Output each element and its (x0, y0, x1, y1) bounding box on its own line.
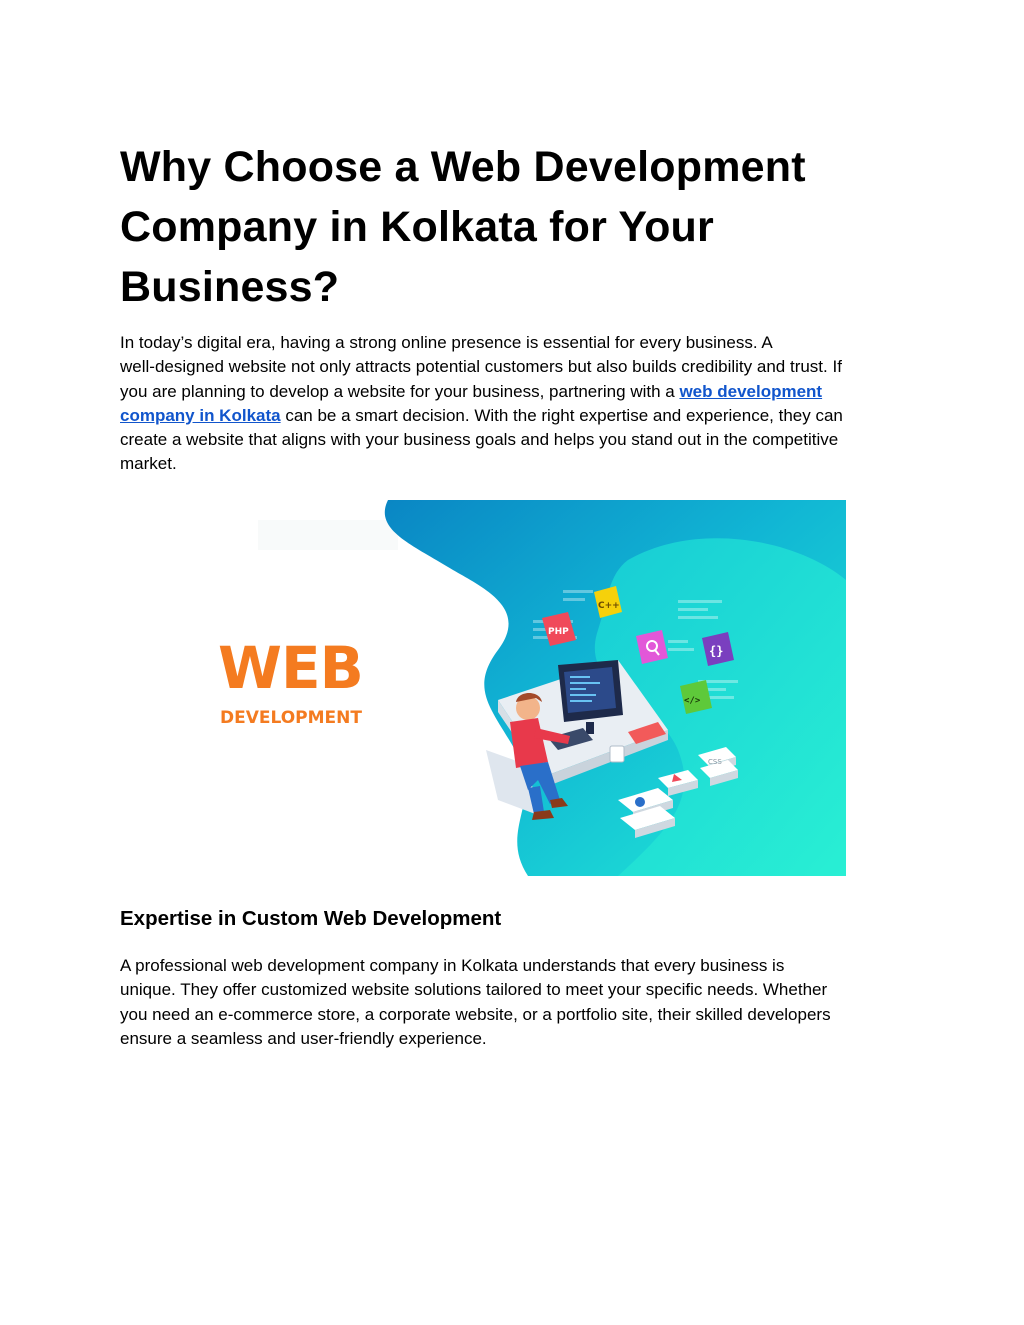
svg-text:C++: C++ (598, 601, 620, 611)
intro-line-6: market. (120, 454, 177, 474)
intro-line-3 (120, 380, 920, 404)
svg-text:</>: </> (684, 696, 701, 706)
intro-line-4 (120, 404, 920, 428)
web-development-illustration (198, 500, 846, 876)
page-title (120, 137, 910, 317)
section-line-1: A professional web development company in Kolkata understands that every business is (120, 956, 785, 975)
title-line-1: Why Choose a Web Development (120, 143, 806, 191)
mug (610, 746, 624, 762)
development-logo-text: DEVELOPMENT (220, 708, 362, 728)
section-line-2: unique. They offer customized website solutions tailored to meet your specific needs. Whether (120, 980, 828, 1000)
intro-line-2: well-designed website not only attracts potential customers but also builds credibility and trust. If (120, 357, 842, 377)
intro-line-4-text: can be a smart decision. With the right expertise and experience, they can (280, 405, 843, 425)
section-paragraph (120, 954, 920, 1051)
svg-text:CSS: CSS (708, 758, 722, 766)
intro-line-5: create a website that aligns with your business goals and helps you stand out in the competitive (120, 430, 839, 450)
web-development-link-part-1[interactable]: web development (679, 381, 823, 401)
svg-text:{}: {} (709, 644, 724, 658)
web-development-link-part-2[interactable]: company in Kolkata (120, 405, 281, 425)
intro-line-3-text: you are planning to develop a website for your business, partnering with a (120, 381, 680, 401)
title-line-2: Company in Kolkata for Your (120, 203, 714, 251)
intro-paragraph (120, 331, 920, 477)
intro-line-1: In today’s digital era, having a strong online presence is essential for every business. A (120, 333, 773, 352)
section-line-4: ensure a seamless and user-friendly experience. (120, 1028, 487, 1048)
faint-panel (258, 520, 398, 550)
svg-text:PHP: PHP (548, 627, 569, 637)
section-line-3: you need an e-commerce store, a corporate website, or a portfolio site, their skilled developers (120, 1004, 831, 1024)
web-logo-text: WEB (218, 634, 363, 702)
title-line-3: Business? (120, 263, 340, 311)
section-heading: Expertise in Custom Web Development (120, 907, 502, 930)
